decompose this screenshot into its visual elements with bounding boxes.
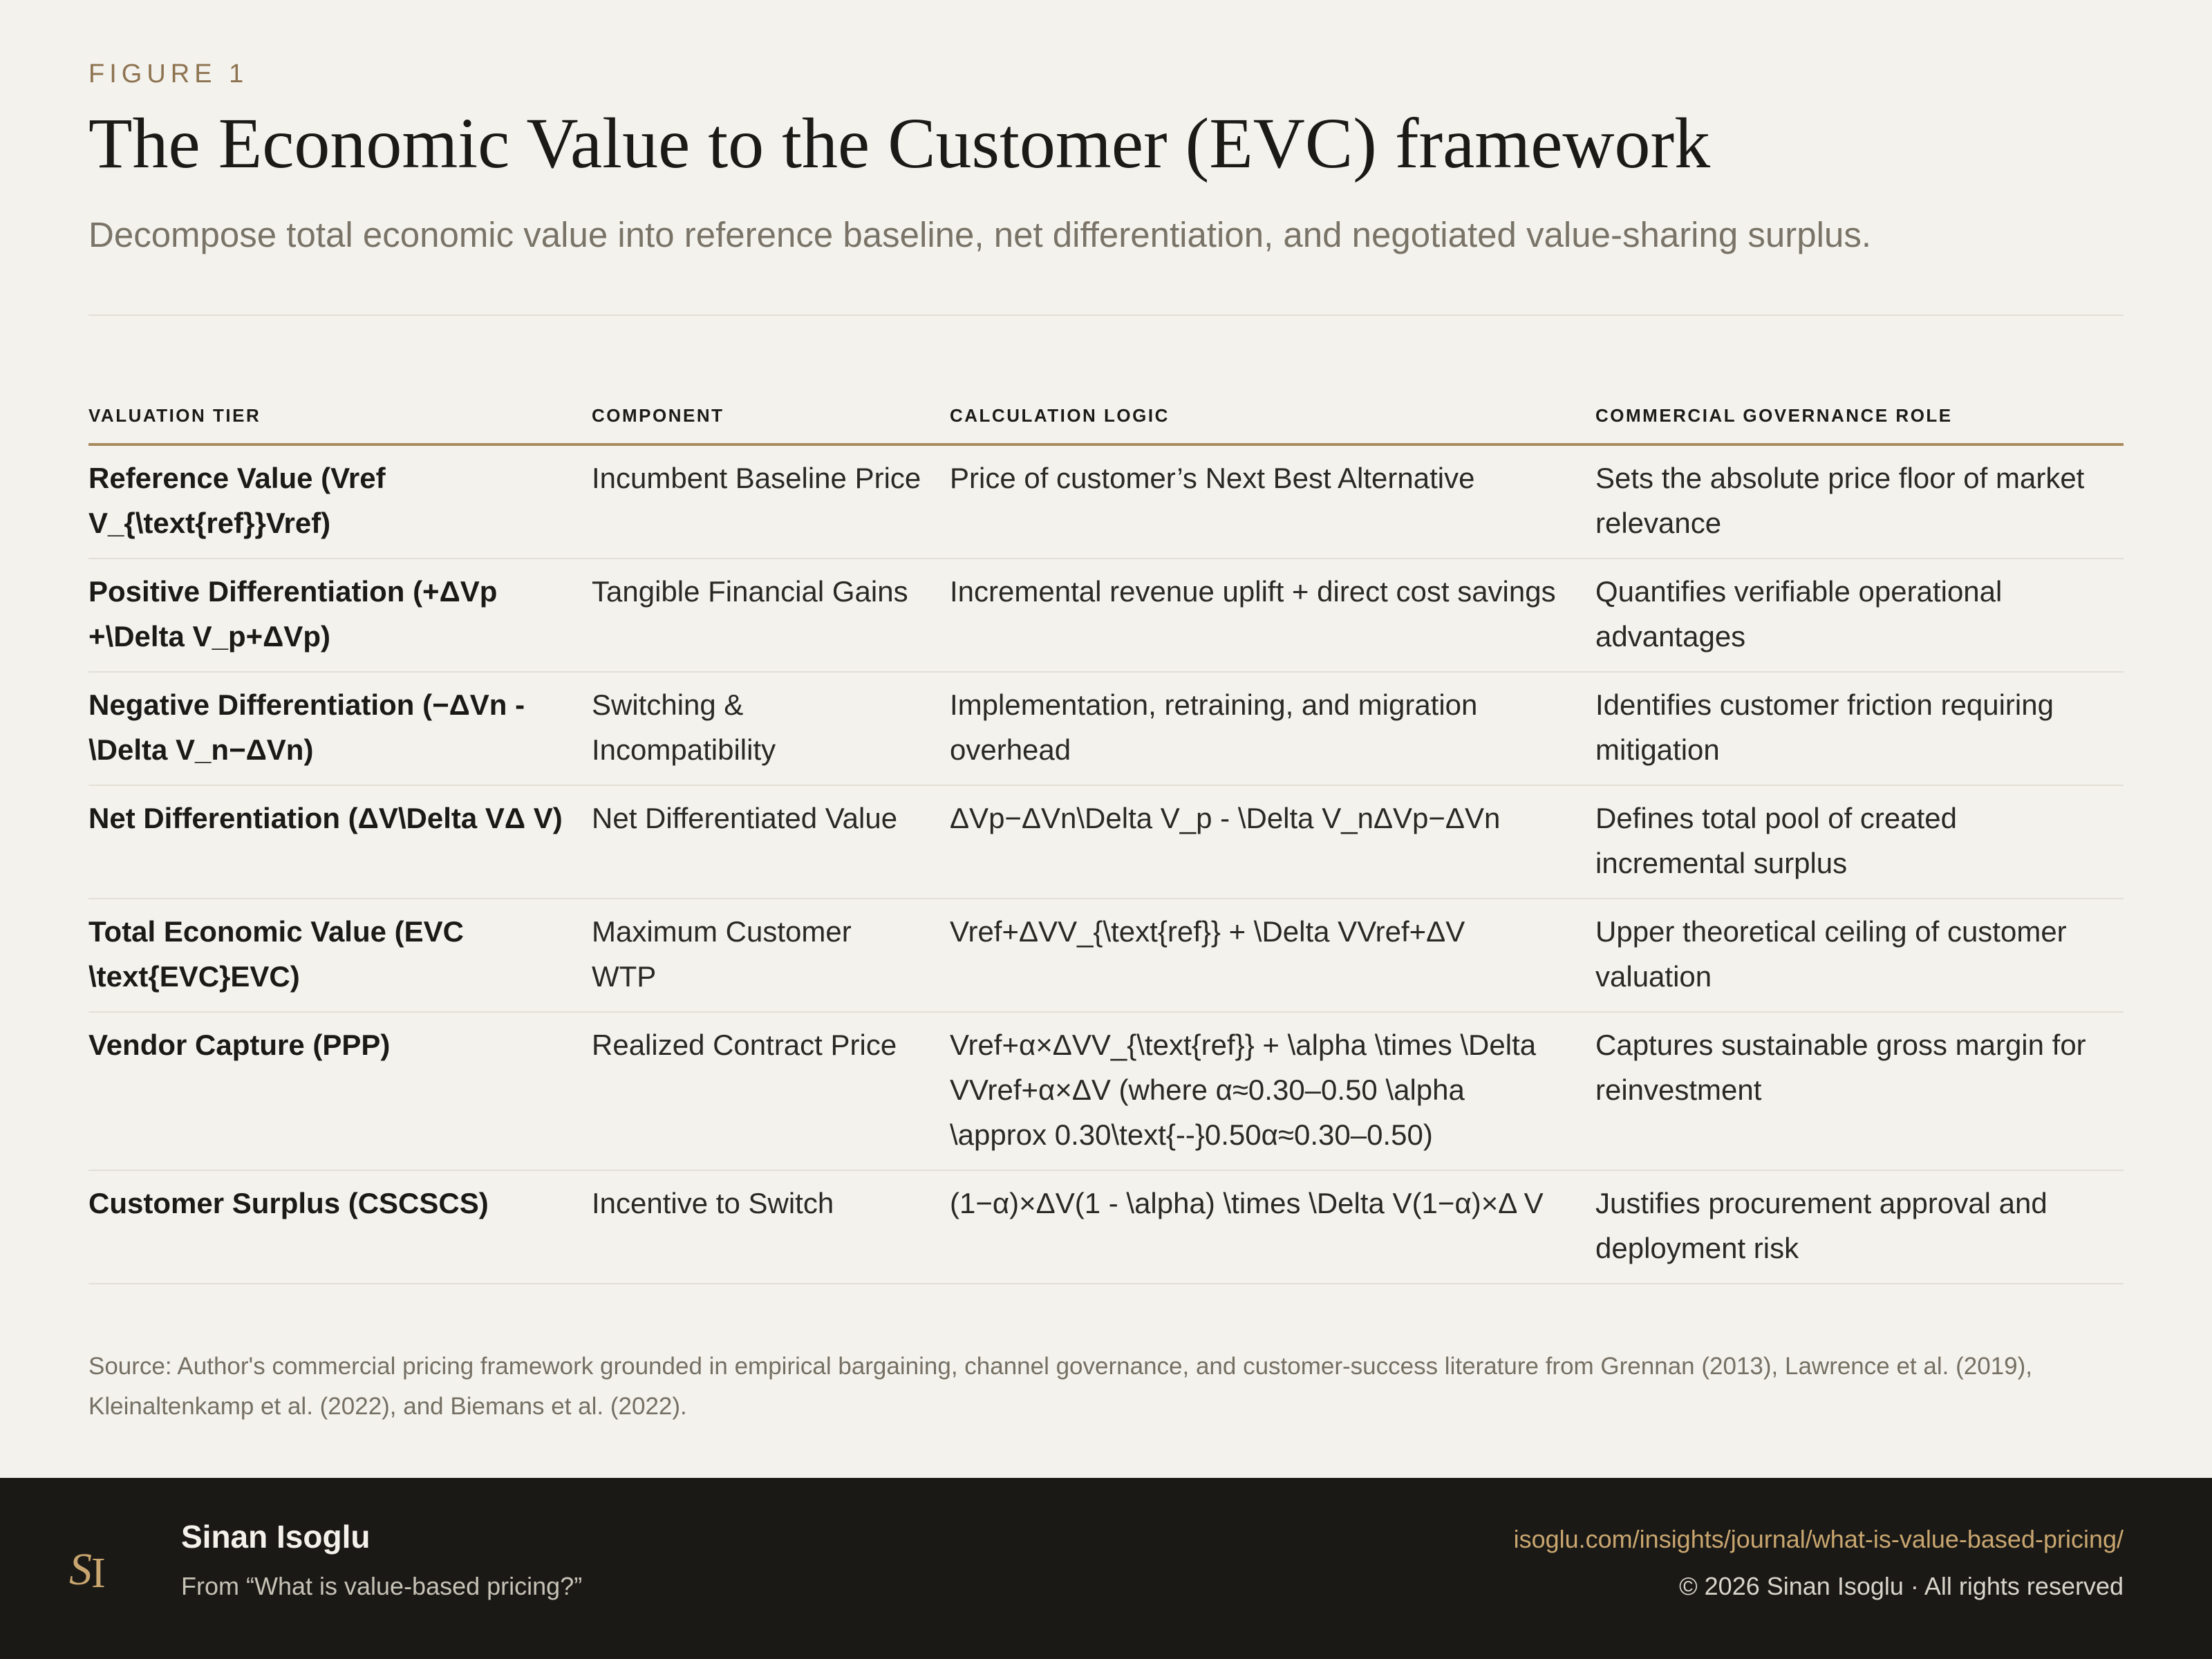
- svg-text:I: I: [91, 1550, 106, 1597]
- table-header-row: [88, 394, 2124, 444]
- logic-cell: ΔVp−ΔVn\Delta V_p - \Delta V_nΔVp−ΔVn: [950, 785, 1595, 899]
- table-row: [88, 785, 2124, 899]
- page-subtitle: Decompose total economic value into reference baseline, net differentiation, and negotiated value-sharing surplus.: [88, 215, 1871, 254]
- copyright: © 2026 Sinan Isoglu · All rights reserved: [1679, 1572, 2124, 1600]
- tier-cell: Vendor Capture (PPP): [88, 1012, 592, 1170]
- tier-cell: Net Differentiation (ΔV\Delta VΔ V): [88, 785, 592, 899]
- figure-label: FIGURE 1: [88, 59, 249, 88]
- footer: [0, 1478, 2212, 1659]
- component-cell: Tangible Financial Gains: [592, 559, 950, 672]
- role-cell: Quantifies verifiable operational advantages: [1595, 559, 2124, 672]
- header-component: COMPONENT: [592, 394, 950, 444]
- component-cell: Realized Contract Price: [592, 1012, 950, 1170]
- divider: [88, 315, 2124, 316]
- article-reference: From “What is value-based pricing?”: [181, 1572, 583, 1600]
- table-row: [88, 672, 2124, 785]
- author-name: Sinan Isoglu: [181, 1519, 371, 1555]
- logic-cell: Vref+α×ΔVV_{\text{ref}} + \alpha \times \Delta VVref+α×ΔV (where α≈0.30–0.50 \alpha \approx 0.30\text{--}0.50α≈0.30–0.50): [950, 1012, 1595, 1170]
- table-row: [88, 899, 2124, 1012]
- component-cell: Switching & Incompatibility: [592, 672, 950, 785]
- component-cell: Net Differentiated Value: [592, 785, 950, 899]
- tier-cell: Total Economic Value (EVC \text{EVC}EVC): [88, 899, 592, 1012]
- role-cell: Sets the absolute price floor of market relevance: [1595, 444, 2124, 559]
- si-monogram-logo: [65, 1539, 120, 1597]
- table-row: [88, 1012, 2124, 1170]
- role-cell: Justifies procurement approval and deployment risk: [1595, 1170, 2124, 1284]
- logic-cell: (1−α)×ΔV(1 - \alpha) \times \Delta V(1−α)×Δ V: [950, 1170, 1595, 1284]
- logic-cell: Vref+ΔVV_{\text{ref}} + \Delta VVref+ΔV: [950, 899, 1595, 1012]
- table-row: [88, 444, 2124, 559]
- logic-cell: Price of customer’s Next Best Alternative: [950, 444, 1595, 559]
- header-calculation-logic: CALCULATION LOGIC: [950, 394, 1595, 444]
- svg-text:S: S: [69, 1544, 92, 1595]
- tier-cell: Negative Differentiation (−ΔVn -\Delta V_n−ΔVn): [88, 672, 592, 785]
- table-row: [88, 1170, 2124, 1284]
- header-governance-role: COMMERCIAL GOVERNANCE ROLE: [1595, 394, 2124, 444]
- logic-cell: Incremental revenue uplift + direct cost savings: [950, 559, 1595, 672]
- tier-cell: Customer Surplus (CSCSCS): [88, 1170, 592, 1284]
- tier-cell: Positive Differentiation (+ΔVp +\Delta V_p+ΔVp): [88, 559, 592, 672]
- role-cell: Captures sustainable gross margin for reinvestment: [1595, 1012, 2124, 1170]
- table-row: [88, 559, 2124, 672]
- logic-cell: Implementation, retraining, and migration overhead: [950, 672, 1595, 785]
- article-link[interactable]: isoglu.com/insights/journal/what-is-value-based-pricing/: [1513, 1525, 2124, 1553]
- component-cell: Incumbent Baseline Price: [592, 444, 950, 559]
- role-cell: Upper theoretical ceiling of customer valuation: [1595, 899, 2124, 1012]
- evc-table: [88, 394, 2124, 1284]
- component-cell: Maximum Customer WTP: [592, 899, 950, 1012]
- role-cell: Defines total pool of created incremental surplus: [1595, 785, 2124, 899]
- page-title: The Economic Value to the Customer (EVC) framework: [88, 104, 1711, 183]
- header-valuation-tier: VALUATION TIER: [88, 394, 592, 444]
- source-note: Source: Author's commercial pricing framework grounded in empirical bargaining, channel governance, and customer-success literature from Grennan (2013), Lawrence et al. (2019), Kleinaltenkamp et al. (2022), and Biemans et al. (2022).: [88, 1353, 2032, 1420]
- tier-cell: Reference Value (Vref V_{\text{ref}}Vref): [88, 444, 592, 559]
- role-cell: Identifies customer friction requiring mitigation: [1595, 672, 2124, 785]
- component-cell: Incentive to Switch: [592, 1170, 950, 1284]
